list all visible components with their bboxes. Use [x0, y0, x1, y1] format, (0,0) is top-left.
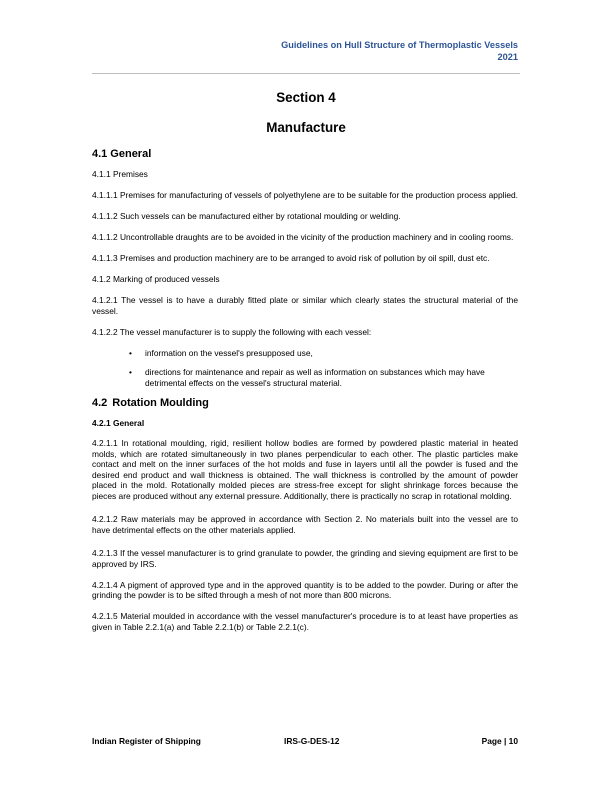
paragraph-4-1-1-2b: 4.1.1.2 Uncontrollable draughts are to be avoided in the vicinity of the production machinery and in cooling rooms.	[92, 232, 514, 242]
subheading-4-2-1: 4.2.1 General	[92, 418, 145, 428]
footer-page-number: Page | 10	[481, 736, 518, 746]
paragraph-4-1-2-1: 4.1.2.1 The vessel is to have a durably fitted plate or similar which clearly states the structural material of the vessel.	[92, 295, 518, 316]
paragraph-4-1-1-3: 4.1.1.3 Premises and production machinery are to be arranged to avoid risk of pollution by oil spill, dust etc.	[92, 253, 490, 263]
paragraph-4-1-1: 4.1.1 Premises	[92, 169, 148, 179]
paragraph-4-1-2: 4.1.2 Marking of produced vessels	[92, 274, 220, 284]
header-title: Guidelines on Hull Structure of Thermoplastic Vessels	[281, 40, 518, 50]
footer-doc-code: IRS-G-DES-12	[284, 736, 340, 746]
list-item: • information on the vessel's presupposed use,	[92, 348, 518, 359]
paragraph-4-1-1-1: 4.1.1.1 Premises for manufacturing of vessels of polyethylene are to be suitable for the production process applied.	[92, 190, 518, 200]
page-body	[92, 148, 518, 643]
heading-4-2	[92, 397, 518, 409]
heading-number: 4.2	[92, 397, 108, 409]
heading-text: Rotation Moulding	[112, 397, 209, 409]
paragraph-4-1-2-2: 4.1.2.2 The vessel manufacturer is to supply the following with each vessel:	[92, 326, 372, 337]
section-title: Section 4	[276, 90, 336, 105]
list-item: • directions for maintenance and repair as well as information on substances which may have detrimental effects on the vessel's structural material.	[92, 367, 518, 388]
heading-4-1	[92, 148, 518, 160]
paragraph-4-2-1-5: 4.2.1.5 Material moulded in accordance with the vessel manufacturer's procedure is to at least have properties as given in Table 2.2.1(a) and Table 2.2.1(b) or Table 2.2.1(c).	[92, 611, 518, 632]
paragraph-4-2-1-2: 4.2.1.2 Raw materials may be approved in accordance with Section 2. No materials built into the vessel are to have detrimental effects on the other materials applied.	[92, 514, 518, 535]
heading-number: 4.1	[92, 148, 108, 160]
header-divider	[92, 73, 520, 74]
paragraph-4-2-1-1: 4.2.1.1 In rotational moulding, rigid, resilient hollow bodies are formed by powdered plastic material in heated molds, which are rotated simultaneously in two planes perpendicular to each other. The plastic particles make contact and melt on the inner surfaces of the hot molds and fuse in layers until all the powder is fused and the desired end product and wall thickness is obtained. The wall thickness is controlled by the amount of powder placed in the mold. Rotationally molded pieces are stress-free except for slight shrinkage forces because the pieces are produced without any external pressure. Additionally, there is practically no scrap in rotational molding.	[92, 438, 518, 501]
bullet-list	[92, 348, 518, 389]
footer-organization: Indian Register of Shipping	[92, 736, 201, 746]
paragraph-4-2-1-3: 4.2.1.3 If the vessel manufacturer is to grind granulate to powder, the grinding and sieving equipment are first to be approved by IRS.	[92, 548, 518, 569]
paragraph-4-2-1-4: 4.2.1.4 A pigment of approved type and in the approved quantity is to be added to the powder. During or after the grinding the powder is to be sifted through a mesh of not more than 800 microns.	[92, 579, 518, 600]
heading-text: General	[110, 148, 152, 160]
header-year: 2021	[497, 52, 518, 62]
paragraph-4-1-1-2a: 4.1.1.2 Such vessels can be manufactured either by rotational moulding or welding.	[92, 211, 401, 221]
section-subtitle: Manufacture	[266, 120, 346, 135]
